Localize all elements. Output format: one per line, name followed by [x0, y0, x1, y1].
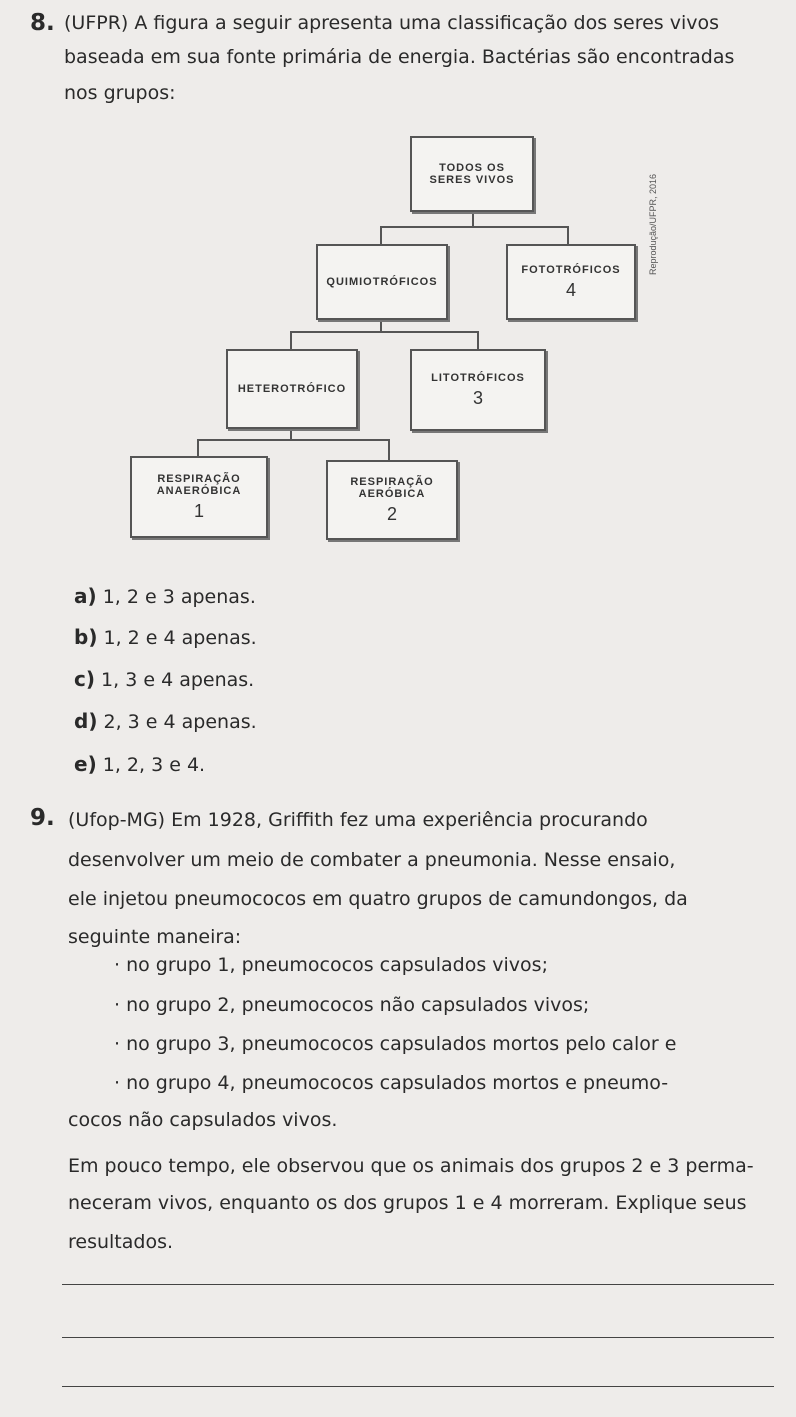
- box-lithotrophs: [410, 349, 546, 431]
- option-e[interactable]: [74, 752, 205, 776]
- box-chemotrophs-label: QUIMIOTRÓFICOS: [326, 276, 438, 288]
- q8-statement-line3: nos grupos:: [64, 82, 176, 104]
- option-c-text: 1, 3 e 4 apenas.: [101, 669, 255, 691]
- box-anaerobic-respiration: [130, 456, 268, 538]
- q9-statement-line3: ele injetou pneumococos em quatro grupos de camundongos, da: [68, 888, 688, 910]
- option-e-text: 1, 2, 3 e 4.: [102, 754, 206, 776]
- box-heterotroph-label: HETEROTRÓFICO: [237, 383, 347, 395]
- option-a-letter: a): [74, 584, 97, 608]
- q9-bullet-4: · no grupo 4, pneumococos capsulados mortos e pneumo-: [114, 1072, 669, 1094]
- q9-statement-line2: desenvolver um meio de combater a pneumonia. Nesse ensaio,: [68, 849, 676, 871]
- option-b[interactable]: [74, 625, 257, 649]
- box-aerobic-l1: RESPIRAÇÃO: [350, 475, 434, 488]
- box-all-living-beings-l1: TODOS OS: [439, 162, 505, 174]
- q8-number: 8.: [30, 10, 55, 36]
- q9-statement-line4: seguinte maneira:: [68, 926, 242, 948]
- box-chemotrophs: [316, 244, 448, 320]
- box-aerobic-l2: AERÓBICA: [358, 487, 426, 500]
- q9-bullet-3: · no grupo 3, pneumococos capsulados mortos pelo calor e: [114, 1033, 677, 1055]
- q9-bullet-4-cont: cocos não capsulados vivos.: [68, 1109, 338, 1131]
- box-phototrophs: [506, 244, 636, 320]
- option-e-letter: e): [74, 752, 97, 776]
- q9-paragraph-line2: neceram vivos, enquanto os dos grupos 1 e 4 morreram. Explique seus: [68, 1192, 747, 1214]
- option-d[interactable]: [74, 709, 257, 733]
- q9-bullet-1: · no grupo 1, pneumococos capsulados vivos;: [114, 954, 548, 976]
- answer-line-3[interactable]: [62, 1386, 774, 1387]
- option-d-text: 2, 3 e 4 apenas.: [103, 711, 257, 733]
- box-all-living-beings-l2: SERES VIVOS: [429, 174, 515, 186]
- q8-statement-line2: baseada em sua fonte primária de energia. Bactérias são encontradas: [64, 46, 735, 68]
- q9-paragraph-line3: resultados.: [68, 1231, 174, 1253]
- box-all-living-beings: [410, 136, 534, 212]
- box-phototrophs-label: FOTOTRÓFICOS: [521, 263, 621, 276]
- box-lithotrophs-number: 3: [472, 387, 483, 408]
- box-anaerobic-l2: ANAERÓBICA: [156, 484, 242, 497]
- box-aerobic-respiration: [326, 460, 458, 540]
- q9-bullet-2: · no grupo 2, pneumococos não capsulados vivos;: [114, 994, 590, 1016]
- image-credit: Reprodução/UFPR, 2016: [648, 173, 658, 275]
- answer-line-2[interactable]: [62, 1337, 774, 1338]
- option-c[interactable]: [74, 667, 254, 691]
- q8-statement-line1: (UFPR) A figura a seguir apresenta uma classificação dos seres vivos: [64, 12, 720, 34]
- option-b-text: 1, 2 e 4 apenas.: [103, 627, 257, 649]
- box-aerobic-number: 2: [386, 503, 397, 524]
- answer-line-1[interactable]: [62, 1284, 774, 1285]
- option-a[interactable]: [74, 584, 256, 608]
- q9-number: 9.: [30, 805, 55, 831]
- box-lithotrophs-label: LITOTRÓFICOS: [431, 371, 525, 384]
- box-anaerobic-l1: RESPIRAÇÃO: [157, 472, 241, 485]
- box-phototrophs-number: 4: [565, 279, 576, 300]
- option-a-text: 1, 2 e 3 apenas.: [102, 586, 256, 608]
- option-b-letter: b): [74, 625, 98, 649]
- option-c-letter: c): [74, 667, 95, 691]
- q9-paragraph-line1: Em pouco tempo, ele observou que os animais dos grupos 2 e 3 perma-: [68, 1155, 754, 1177]
- box-heterotroph: [226, 349, 358, 429]
- box-anaerobic-number: 1: [193, 500, 204, 521]
- option-d-letter: d): [74, 709, 98, 733]
- q9-statement-line1: (Ufop-MG) Em 1928, Griffith fez uma experiência procurando: [68, 809, 648, 831]
